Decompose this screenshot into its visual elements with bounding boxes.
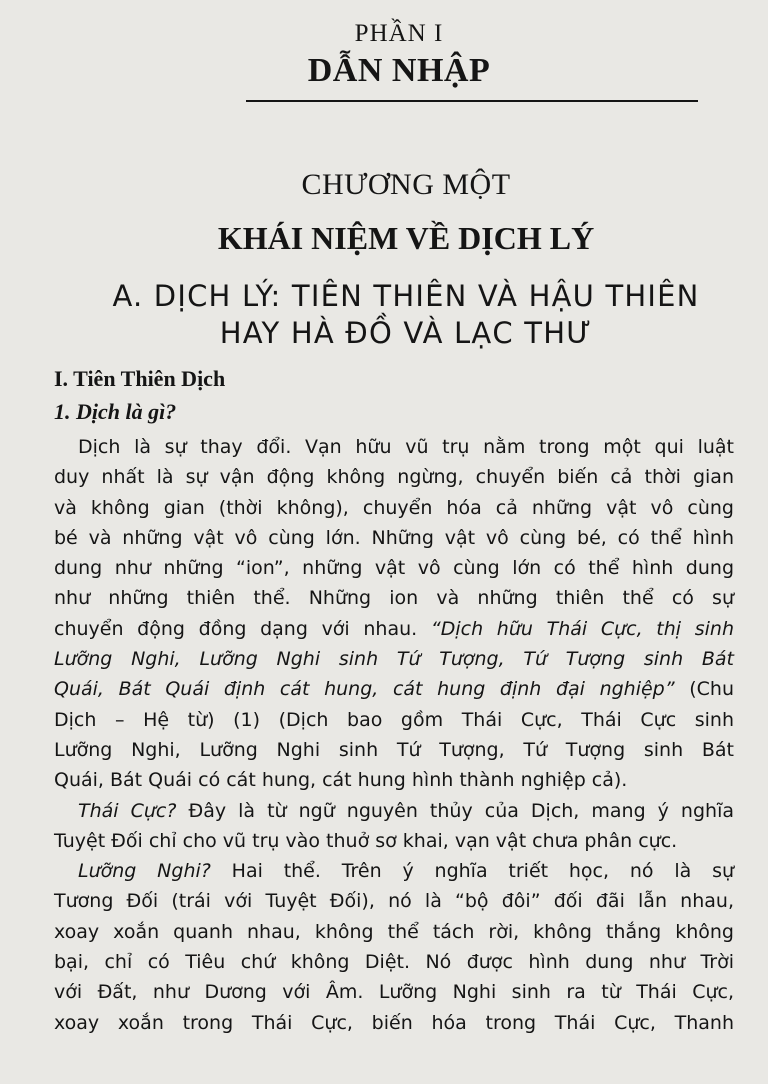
text-span: Đây là từ ngữ nguyên thủy của Dịch, mang ý nghĩa bbox=[176, 799, 735, 822]
section-heading-line-1: A. DỊCH LÝ: TIÊN THIÊN VÀ HẬU THIÊN bbox=[112, 279, 700, 313]
part-label: PHẦN I bbox=[354, 20, 444, 47]
text-line: với Đất, như Dương với Âm. Lưỡng Nghi sinh ra từ Thái Cực, bbox=[54, 981, 734, 1004]
section-heading-line-2: HAY HÀ ĐỒ VÀ LẠC THƯ bbox=[219, 316, 593, 350]
text-line bbox=[54, 674, 734, 704]
text-line bbox=[54, 796, 734, 826]
chapter-title: KHÁI NIỆM VỀ DỊCH LÝ bbox=[217, 220, 595, 256]
text-line: xoay xoắn trong Thái Cực, biến hóa trong Thái Cực, Thanh bbox=[54, 1011, 734, 1034]
subsubsection-heading: 1. Dịch là gì? bbox=[54, 399, 177, 424]
text-line: Dịch – Hệ từ) (1) (Dịch bao gồm Thái Cực, Thái Cực sinh bbox=[54, 708, 734, 731]
section-heading bbox=[0, 278, 768, 352]
term-span: Thái Cực? bbox=[78, 799, 177, 822]
quote-line: Lưỡng Nghi, Lưỡng Nghi sinh Tứ Tượng, Tứ Tượng sinh Bát bbox=[54, 648, 734, 671]
text-line bbox=[54, 856, 734, 886]
chapter-label: CHƯƠNG MỘT bbox=[301, 168, 511, 201]
title-divider bbox=[246, 100, 698, 102]
paragraph-1 bbox=[54, 432, 734, 796]
text-line: Dịch là sự thay đổi. Vạn hữu vũ trụ nằm trong một qui luật bbox=[78, 436, 734, 458]
text-line: như những thiên thể. Những ion và những thiên thể có sự bbox=[54, 587, 734, 610]
text-span: chuyển động đồng dạng với nhau. bbox=[54, 617, 431, 640]
text-line: dung như những “ion”, những vật vô cùng lớn có thể hình dung bbox=[54, 557, 734, 580]
body-text bbox=[54, 432, 734, 1038]
text-line: bé và những vật vô cùng lớn. Những vật vô cùng bé, có thể hình bbox=[54, 526, 734, 549]
text-span: (Chu bbox=[674, 678, 734, 701]
text-line: Tương Đối (trái với Tuyệt Đối), nó là “bộ đôi” đối đãi lẫn nhau, bbox=[54, 890, 734, 913]
text-line: Lưỡng Nghi, Lưỡng Nghi sinh Tứ Tượng, Tứ Tượng sinh Bát bbox=[54, 738, 734, 761]
text-line: Tuyệt Đối chỉ cho vũ trụ vào thuở sơ khai, vạn vật chưa phân cực. bbox=[54, 829, 678, 852]
subsection-heading: I. Tiên Thiên Dịch bbox=[54, 366, 226, 391]
text-line: duy nhất là sự vận động không ngừng, chuyển biến cả thời gian bbox=[54, 466, 734, 489]
text-line: Quái, Bát Quái có cát hung, cát hung hình thành nghiệp cả). bbox=[54, 769, 628, 792]
text-span: Hai thể. Trên ý nghĩa triết học, nó là sự bbox=[210, 860, 735, 883]
paragraph-2 bbox=[54, 796, 734, 857]
text-line: và không gian (thời không), chuyển hóa cả những vật vô cùng bbox=[54, 496, 734, 519]
text-line: xoay xoắn quanh nhau, không thể tách rời, không thắng không bbox=[54, 920, 734, 943]
text-line bbox=[54, 614, 734, 644]
quote-span: “Dịch hữu Thái Cực, thị sinh bbox=[430, 617, 734, 640]
term-span: Lưỡng Nghi? bbox=[78, 860, 211, 883]
part-title: DẪN NHẬP bbox=[307, 52, 491, 89]
quote-span: Quái, Bát Quái định cát hung, cát hung định đại nghiệp” bbox=[54, 678, 675, 701]
paragraph-3 bbox=[54, 856, 734, 1038]
text-line: bại, chỉ có Tiêu chứ không Diệt. Nó được hình dung như Trời bbox=[54, 951, 734, 974]
